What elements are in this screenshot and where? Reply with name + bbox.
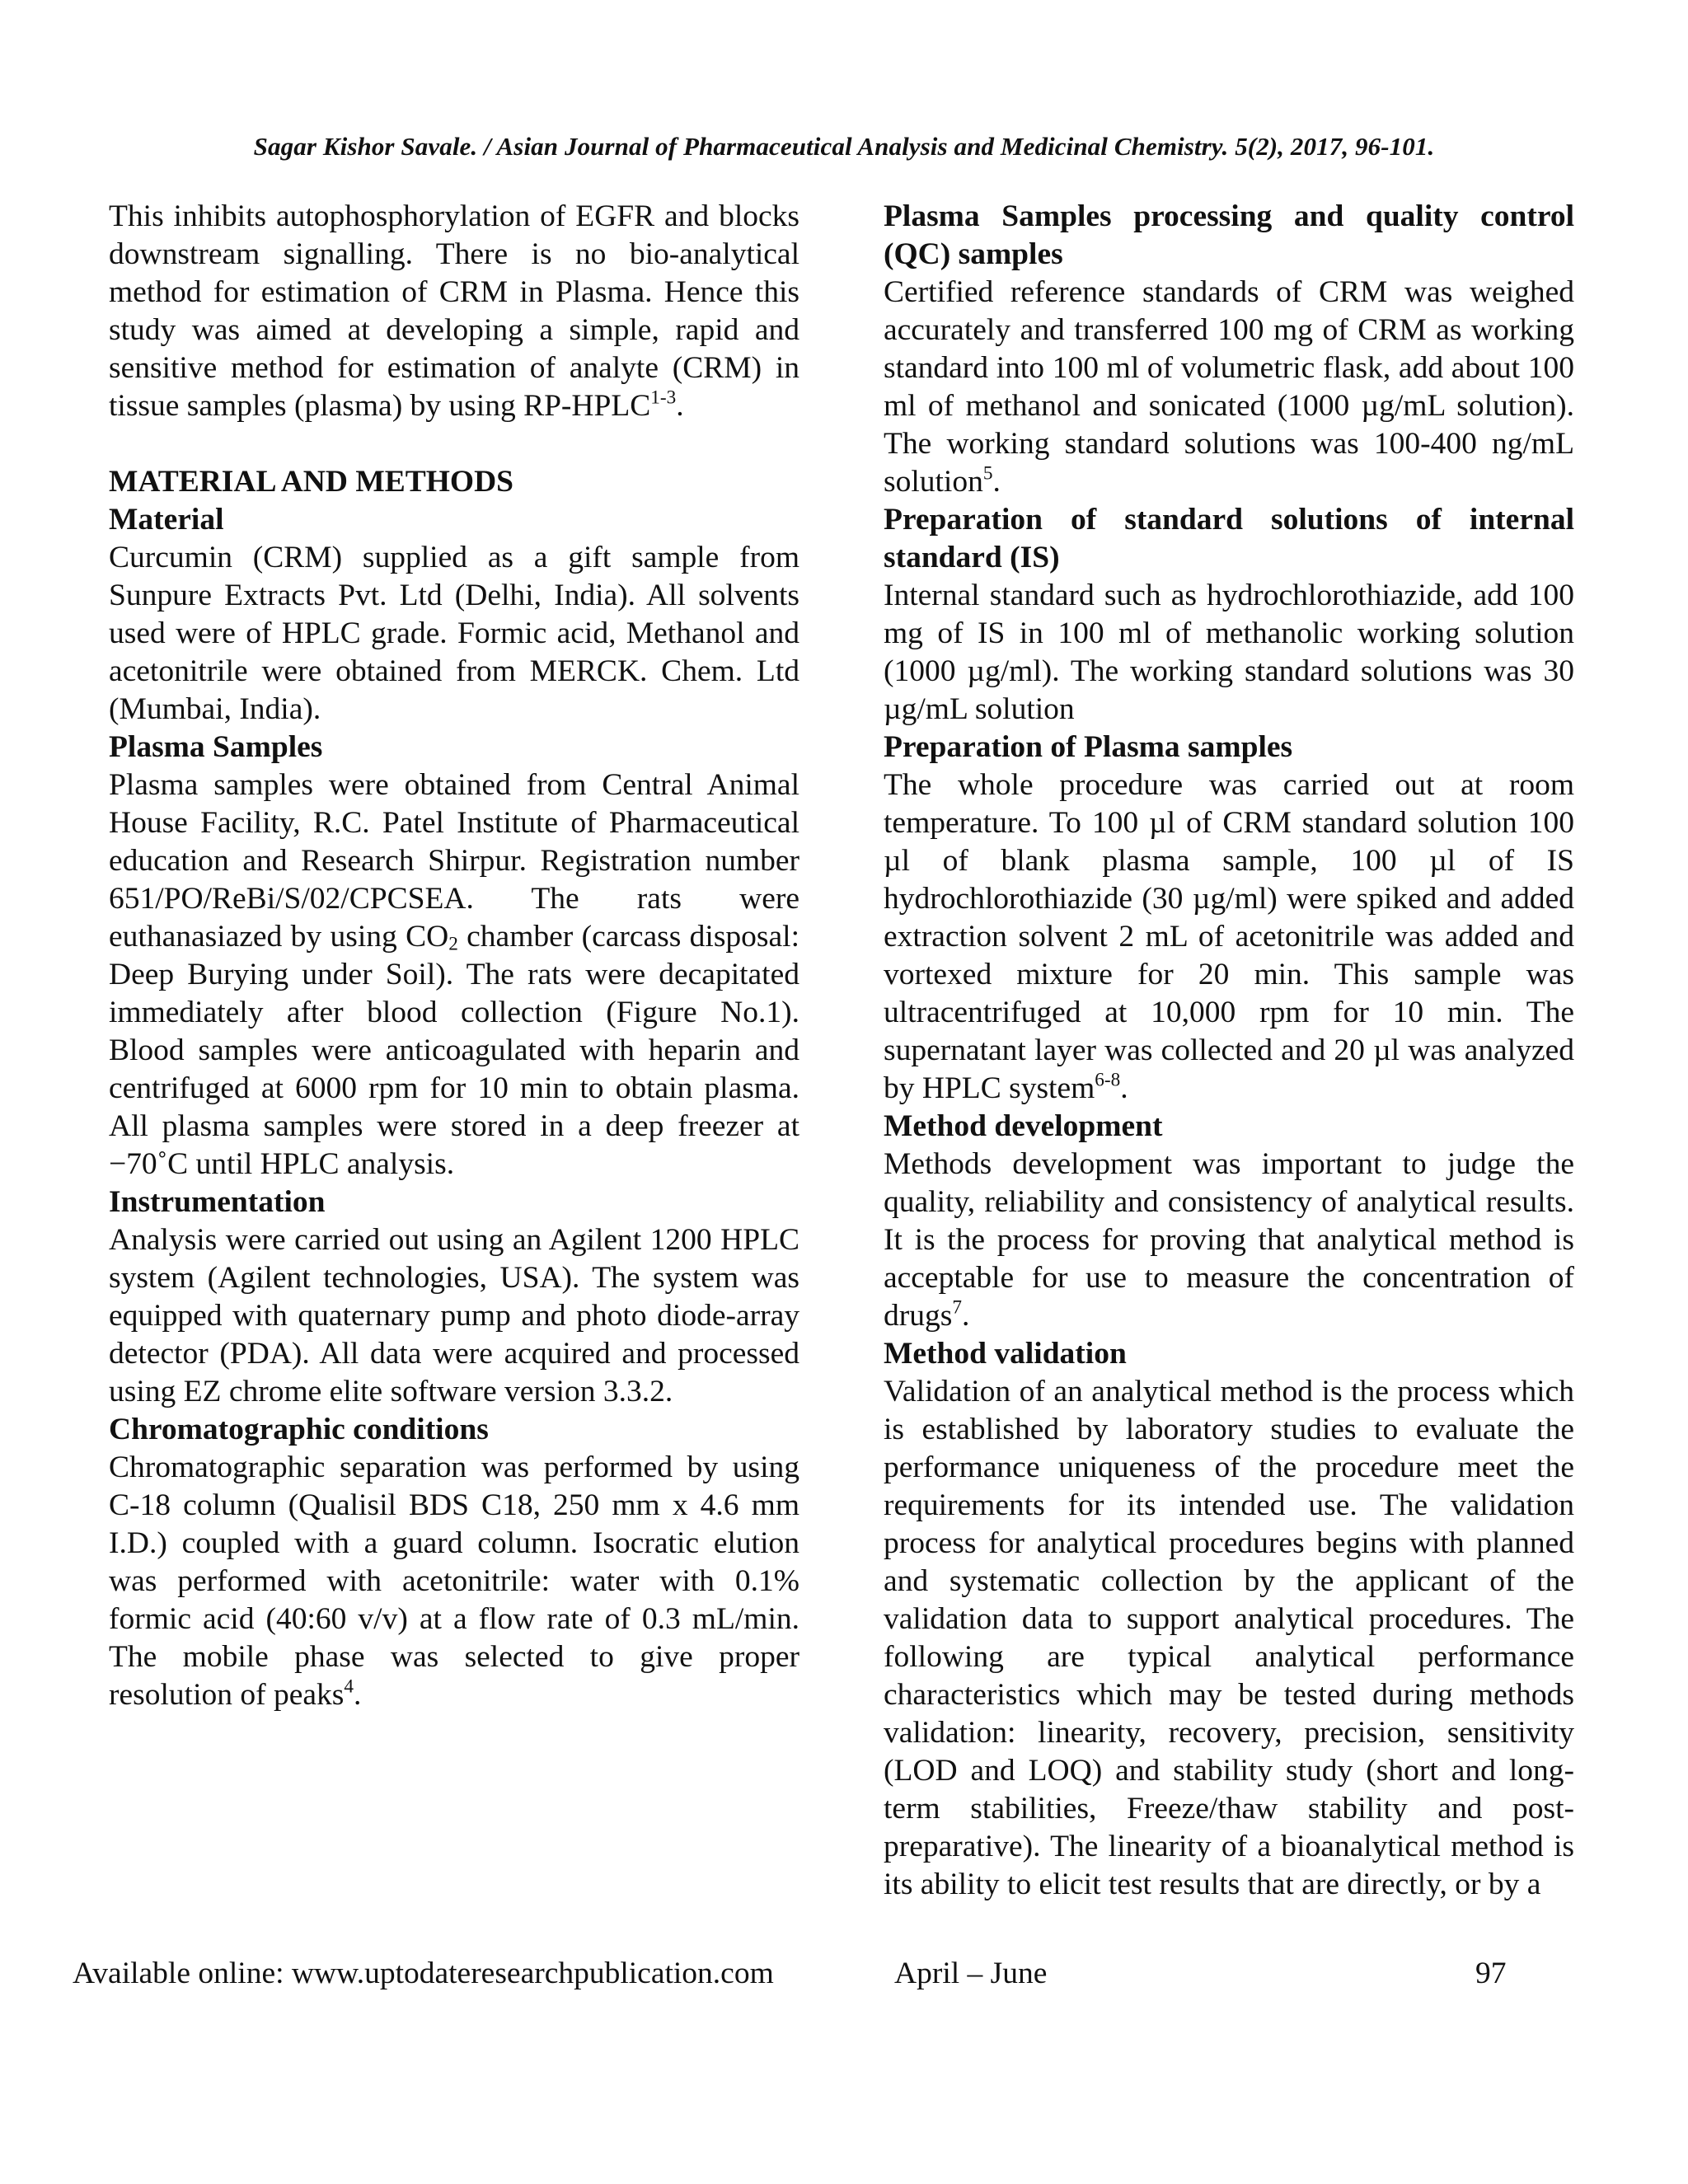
qc-paragraph: Certified reference standards of CRM was weighed accurately and transferred 100 mg of CRM as working standard into 100 ml of volumetric flask, add about 100 ml of methanol and sonicated (1000 µg/mL solution). The working standard solutions was 100-400 ng/mL solution$^5$. [884, 275, 1574, 499]
method-development-paragraph: Methods development was important to judge the quality, reliability and consistency of analytical results. It is the process for proving that analytical method is acceptable for use to measure the concentration of drugs$^7$. [884, 1147, 1574, 1333]
method-validation-paragraph: Validation of an analytical method is the process which is established by laboratory studies to evaluate the performance uniqueness of the procedure meet the requirements for its intended use. The validation process for analytical procedures begins with planned and systematic collection by the applicant of the validation data to support analytical procedures. The following are typical analytical performance characteristics which may be tested during methods validation: linearity, recovery, precision, sensitivity (LOD and LOQ) and stability study (short and long-term stabilities, Freeze/thaw stability and post-preparative). The linearity of a bioanalytical method is its ability to elicit test results that are directly, or by a [884, 1375, 1574, 1901]
citation: 1-3 [650, 387, 677, 409]
subheading-chromatographic-conditions: Chromatographic conditions [109, 1413, 489, 1446]
plasma-samples-paragraph: Plasma samples were obtained from Central Animal House Facility, R.C. Patel Institute of Pharmaceutical education and Research Shirpur. Registration number 651/PO/ReBi/S/02/CPCSEA. The rats were euthanasiazed by using $CO_2$ chamber (carcass disposal: Deep Burying under Soil). The rats were decapitated immediately after blood collection (Figure No.1). Blood samples were anticoagulated with heparin and centrifuged at 6000 rpm for 10 min to obtain plasma. All plasma samples were stored in a deep freezer at −70˚C until HPLC analysis. [109, 768, 800, 1181]
citation: 6-8 [1095, 1069, 1121, 1091]
right-column [884, 198, 1574, 1904]
left-column [109, 198, 799, 1714]
page-number: 97 [1475, 1957, 1507, 1990]
plasma-prep-paragraph: The whole procedure was carried out at room temperature. To 100 µl of CRM standard solution 100 µl of blank plasma sample, 100 µl of IS hydrochlorothiazide (30 µg/ml) were spiked and added extraction solvent 2 mL of acetonitrile was added and vortexed mixture for 20 min. This sample was ultracentrifuged at 10,000 rpm for 10 min. The supernatant layer was collected and 20 µl was analyzed by HPLC system$^{6-8}$. [884, 768, 1574, 1105]
internal-standard-paragraph: Internal standard such as hydrochlorothiazide, add 100 mg of IS in 100 ml of methanolic working solution (1000 µg/ml). The working standard solutions was 30 µg/mL solution [884, 579, 1574, 726]
subheading-method-validation: Method validation [884, 1337, 1127, 1371]
running-header: Sagar Kishor Savale. / Asian Journal of Pharmaceutical Analysis and Medicinal Chemistry. 5(2), 2017, 96-101. [253, 132, 1435, 161]
chromatographic-paragraph: Chromatographic separation was performed by using C-18 column (Qualisil BDS C18, 250 mm x 4.6 mm I.D.) coupled with a guard column. Isocratic elution was performed with acetonitrile: water with 0.1% formic acid (40:60 v/v) at a flow rate of 0.3 mL/min. The mobile phase was selected to give proper resolution of peaks$^4$. [109, 1451, 799, 1712]
subheading-method-development: Method development [884, 1109, 1163, 1143]
subheading-plasma-samples: Plasma Samples [109, 730, 323, 764]
section-heading-materials-methods: MATERIAL AND METHODS [109, 465, 514, 499]
subheading-instrumentation: Instrumentation [109, 1185, 326, 1219]
footer-website: Available online: www.uptodateresearchpublication.com [73, 1957, 774, 1990]
co2-subscript: 2 [448, 933, 458, 955]
subheading-qc-samples: Plasma Samples processing and quality control (QC) samples [884, 199, 1574, 271]
instrumentation-paragraph: Analysis were carried out using an Agilent 1200 HPLC system (Agilent technologies, USA). The system was equipped with quaternary pump and photo diode-array detector (PDA). All data were acquired and processed using EZ chrome elite software version 3.3.2. [109, 1223, 799, 1408]
subheading-plasma-prep: Preparation of Plasma samples [884, 730, 1293, 764]
intro-paragraph: This inhibits autophosphorylation of EGFR and blocks downstream signalling. There is no bio-analytical method for estimation of CRM in Plasma. Hence this study was aimed at developing a simple, rapid and sensitive method for estimation of analyte (CRM) in tissue samples (plasma) by using RP-HPLC$^{1-3}$. [109, 199, 799, 423]
citation: 7 [952, 1296, 962, 1319]
footer-period: April – June [894, 1957, 1048, 1990]
citation: 5 [982, 462, 993, 485]
subheading-internal-standard: Preparation of standard solutions of internal standard (IS) [884, 503, 1574, 574]
material-paragraph: Curcumin (CRM) supplied as a gift sample from Sunpure Extracts Pvt. Ltd (Delhi, India). All solvents used were of HPLC grade. Formic acid, Methanol and acetonitrile were obtained from MERCK. Chem. Ltd (Mumbai, India). [109, 541, 799, 726]
citation: 4 [344, 1675, 354, 1698]
subheading-material: Material [109, 503, 224, 537]
